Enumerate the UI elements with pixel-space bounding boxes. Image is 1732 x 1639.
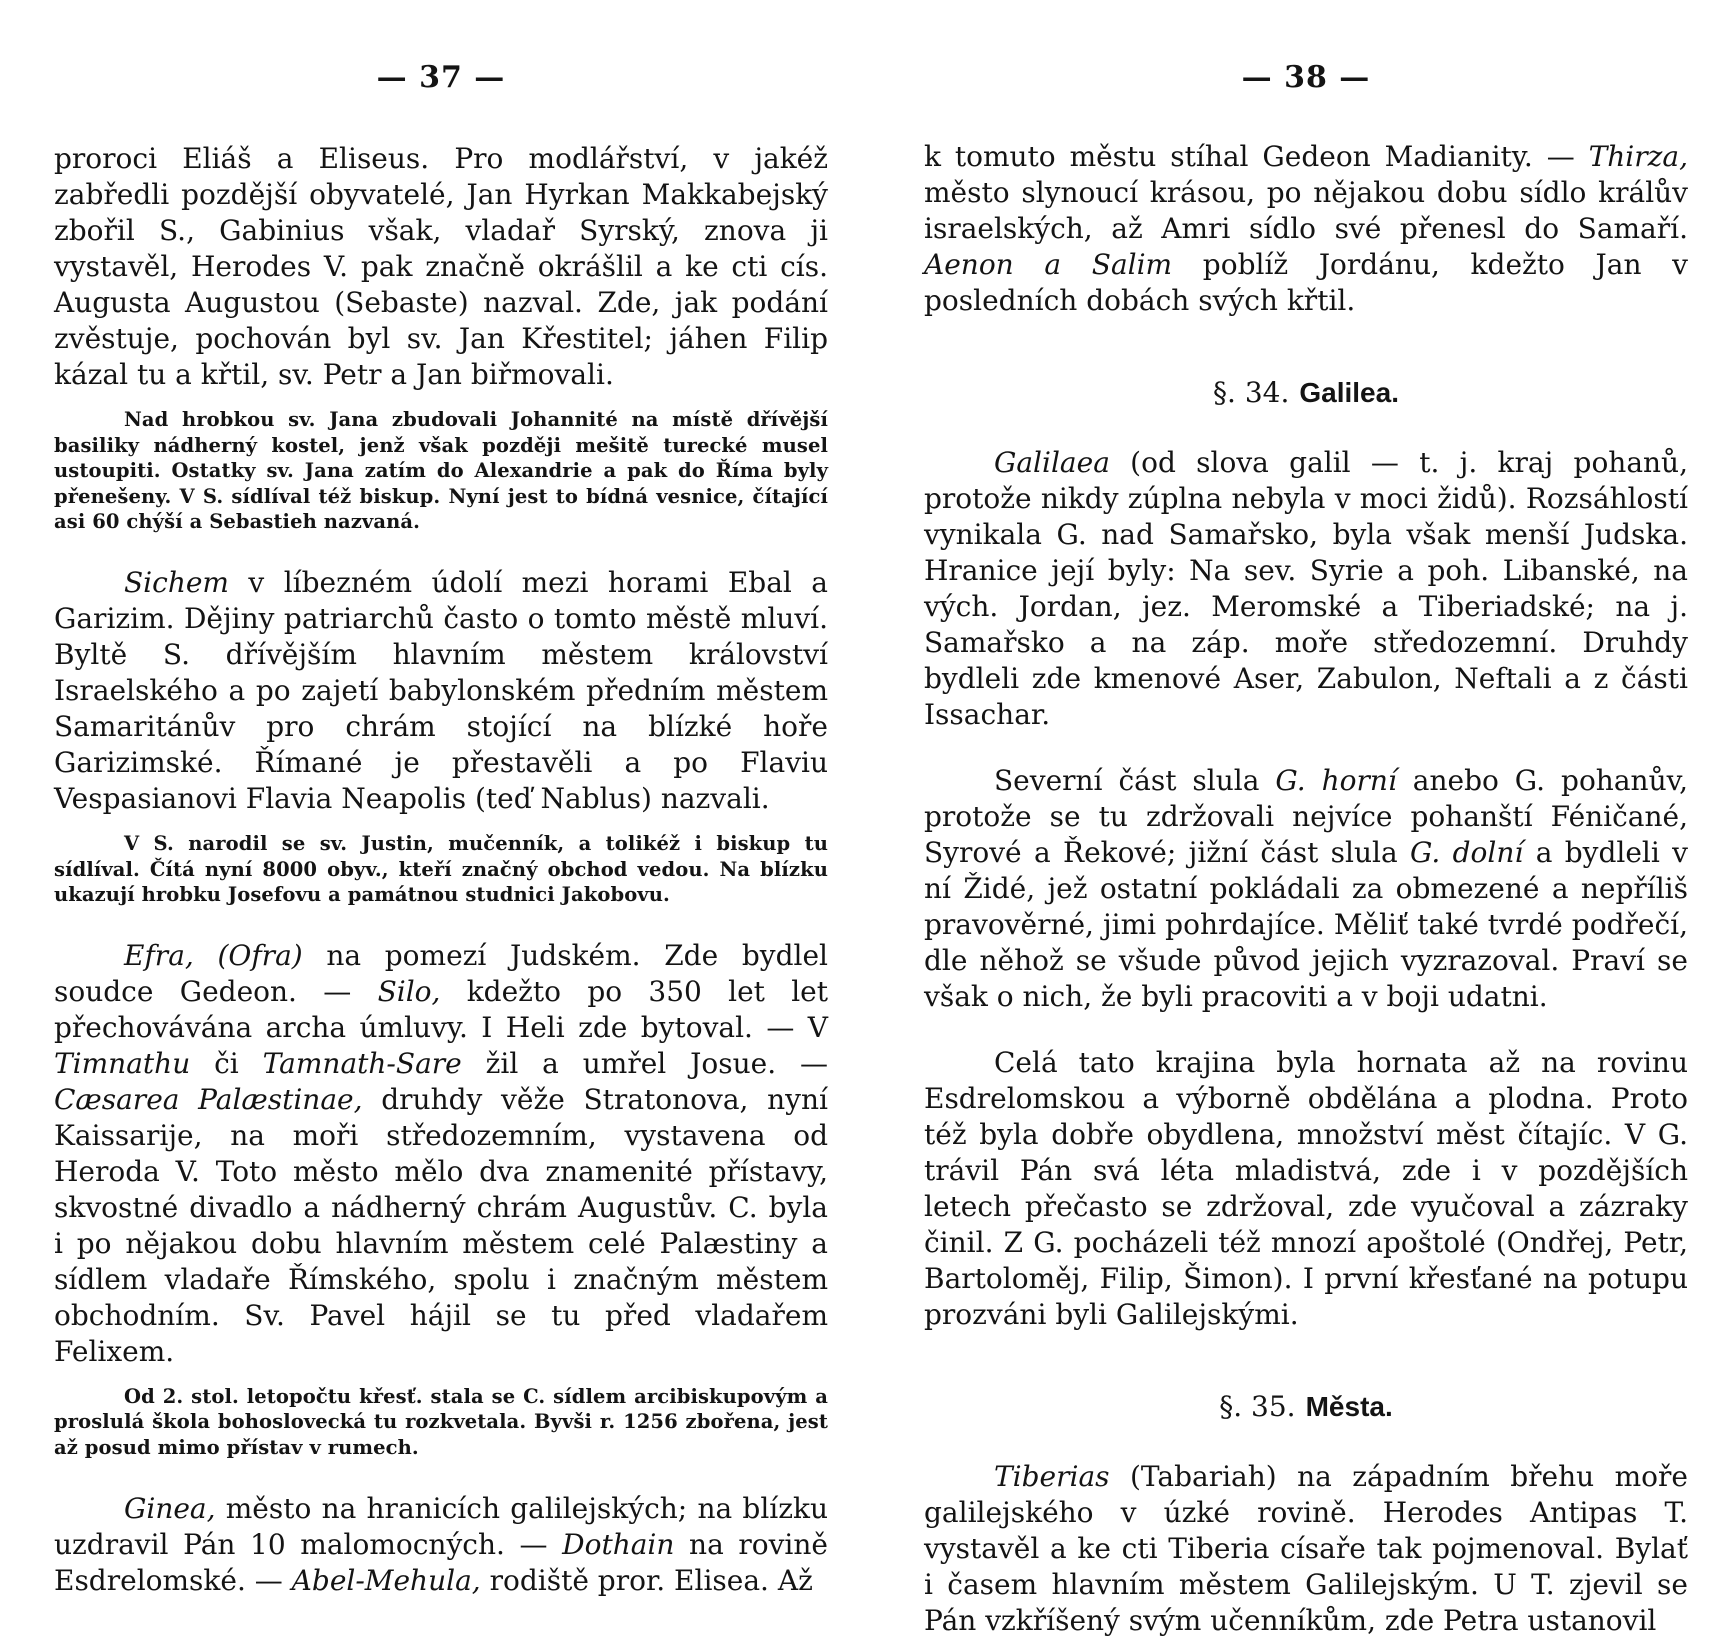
- tiberias-text: (Tabariah) na západním břehu moře galilejského v úzké rovině. Herodes Antipas T. vystavěl a ke cti Tiberia císaře tak pojmenoval. Bylať i časem hlavním městem Galilejským. U T. zjevil se Pán vzkříšený svým učenníkům, zde Petra ustanovil: [924, 1460, 1688, 1637]
- section-35-number: §. 35.: [1219, 1390, 1296, 1423]
- paragraph-tiberias: [924, 1459, 1688, 1639]
- term-aenon-salim: Aenon a Salim: [924, 248, 1173, 281]
- silo-text: kdežto po 350 let let přechovávána archa úmluvy. I Heli zde bytoval. — V: [54, 974, 829, 1044]
- term-galilaea: Galilaea: [994, 446, 1110, 479]
- timnath-connector: či: [190, 1046, 263, 1080]
- paragraph-north-south: [924, 763, 1688, 1015]
- term-dothain: Dothain: [562, 1527, 675, 1561]
- section-34-title: Galilea.: [1299, 377, 1399, 408]
- term-g-horni: G. horní: [1275, 764, 1397, 797]
- tamnath-text: žil a umřel Josue. —: [461, 1046, 829, 1080]
- term-ginea: Ginea,: [124, 1491, 216, 1525]
- dothain-text: na rovině Esdrelomské. —: [54, 1527, 828, 1597]
- pagans-text: anebo G. pohanův, protože se tu zdržovali nejvíce pohanští Féničané, Syrové a Řekové; jižní část slula: [924, 764, 1688, 869]
- section-35-title: Města.: [1305, 1391, 1393, 1422]
- galilaea-text: (od slova galil — t. j. kraj pohanů, protože nikdy zúplna nebyla v moci židů). Rozsáhlostí vynikala G. nad Samařsko, byla však menší Judska. Hranice její byly: Na sev. Syrie a poh. Libanské, na vých. Jordan, jez. Meromské a Tiberiadské; na j. Samařsko a na záp. moře středozemní. Druhdy bydleli zde kmenové Aser, Zabulon, Neftali a z části Issachar.: [924, 446, 1688, 731]
- term-g-dolni: G. dolní: [1410, 836, 1524, 869]
- section-heading-35: [924, 1389, 1688, 1425]
- term-abel-mehula: Abel-Mehula,: [291, 1563, 481, 1597]
- section-heading-34: [924, 375, 1688, 411]
- page-number-38: — 38 —: [1241, 60, 1371, 95]
- section-34-number: §. 34.: [1213, 376, 1290, 409]
- south-text: a bydleli v ní Židé, jež ostatní pokládali za obmezené a nepříliš pravověrné, jimi pohrdajíce. Měliť také tvrdé podřečí, dle něhož se všude původ jejich vyzrazoval. Praví se však o nich, že byli pracoviti a v boji udatni.: [924, 836, 1688, 1013]
- left-page: [0, 0, 866, 1597]
- paragraph-galilaea: [924, 445, 1688, 733]
- gedeon-text: k tomuto městu stíhal Gedeon Madianity. —: [924, 140, 1589, 173]
- efra-text: na pomezí Judském. Zde bydlel soudce Gedeon. —: [54, 938, 828, 1008]
- term-tamnath-sare: Tamnath-Sare: [262, 1046, 462, 1080]
- term-silo: Silo,: [377, 974, 441, 1008]
- paragraph-ginea: [54, 1491, 828, 1599]
- footnote-caesarea: Od 2. stol. letopočtu křesť. stala se C. sídlem arcibiskupovým a proslulá škola bohoslovecká tu rozkvetala. Byvši r. 1256 zbořena, jest až posud mimo přístav v rumech.: [54, 1384, 828, 1459]
- north-text: Severní část slula: [994, 764, 1276, 797]
- aenon-text: poblíž Jordánu, kdežto Jan v posledních dobách svých křtil.: [924, 248, 1689, 317]
- term-caesarea: Cæsarea Palæstinae,: [54, 1082, 363, 1116]
- page-number-37: — 37 —: [376, 60, 506, 95]
- footnote-justin: V S. narodil se sv. Justin, mučenník, a tolikéž i biskup tu sídlíval. Čítá nyní 8000 obyv., kteří značný obchod vedou. Na blízku ukazují hrobku Josefovu a památnou studnici Jakobovu.: [54, 831, 828, 907]
- paragraph-sichem: [54, 565, 828, 817]
- paragraph-whole-region: Celá tato krajina byla hornata až na rovinu Esdrelomskou a výborně obdělána a plodna. Proto též byla dobře obydlena, množství měst čítajíc. V G. trávil Pán svá léta mladistvá, zde i v pozdějších letech přečasto se zdržoval, zde vyučoval a zázraky činil. Z G. pocházeli též mnozí apoštolé (Ondřej, Petr, Bartoloměj, Filip, Šimon). I první křesťané na potupu prozváni byli Galilejskými.: [924, 1046, 1688, 1331]
- paragraph-efra-caesarea: [54, 938, 828, 1370]
- right-page: [866, 0, 1732, 1637]
- footnote-john-tomb: Nad hrobkou sv. Jana zbudovali Johannité na místě dřívější basiliky nádherný kostel, jenž však později mešitě turecké musel ustoupiti. Ostatky sv. Jana zatím do Alexandrie a pak do Říma byly přenešeny. V S. sídlíval též biskup. Nyní jest to bídná vesnice, čítající asi 60 chýší a Sebastieh nazvaná.: [54, 408, 828, 534]
- paragraph-samaria-continued: proroci Eliáš a Eliseus. Pro modlářství, v jakéž zabředli pozdější obyvatelé, Jan Hyrkan Makkabejský zbořil S., Gabinius však, vladař Syrský, znova ji vystavěl, Herodes V. pak značně okrášlil a ke cti cís. Augusta Augustou (Sebaste) nazval. Zde, jak podání zvěstuje, pochován byl sv. Jan Křestitel; jáhen Filip kázal tu a křtil, sv. Petr a Jan biřmovali.: [54, 142, 828, 391]
- term-efra: Efra, (Ofra): [124, 938, 303, 972]
- abel-mehula-text: rodiště pror. Elisea. Až: [480, 1563, 813, 1597]
- ginea-text: město na hranicích galilejských; na blízku uzdravil Pán 10 malomocných. —: [54, 1491, 828, 1561]
- term-timnath: Timnathu: [54, 1046, 191, 1080]
- sichem-text: v líbezném údolí mezi horami Ebal a Garizim. Dějiny patriarchů často o tomto městě mluví. Byltě S. dřívějším hlavním městem království Israelského a po zajetí babylonském předním městem Samaritánův pro chrám stojící na blízké hoře Garizimské. Římané je přestavěli a po Flaviu Vespasianovi Flavia Neapolis (teď Nablus) nazvali.: [54, 565, 828, 815]
- paragraph-thirza: [924, 139, 1688, 319]
- term-sichem: Sichem: [124, 565, 229, 599]
- term-thirza: Thirza,: [1588, 140, 1688, 173]
- caesarea-text: druhdy věže Stratonova, nyní Kaissarije, na moři středozemním, vystavena od Heroda V. Toto město mělo dva znamenité přístavy, skvostné divadlo a nádherný chrám Augustův. C. byla i po nějakou dobu hlavním městem celé Palæstiny a sídlem vladaře Římského, spolu i značným městem obchodním. Sv. Pavel hájil se tu před vladařem Felixem.: [54, 1082, 828, 1368]
- thirza-text: město slynoucí krásou, po nějakou dobu sídlo králův israelských, až Amri sídlo své přenesl do Samaří.: [924, 176, 1688, 245]
- term-tiberias: Tiberias: [994, 1460, 1110, 1493]
